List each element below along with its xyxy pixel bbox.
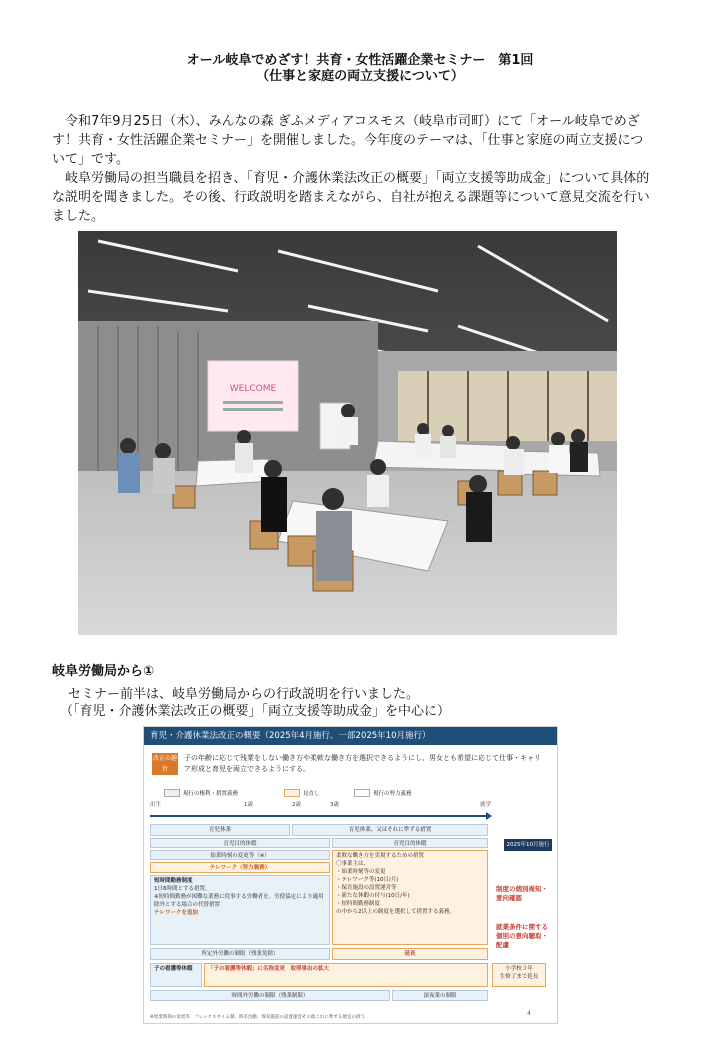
flex-item: ・始業時刻等の変更 — [336, 869, 386, 875]
box-telework: テレワーク（努力義務） — [150, 862, 330, 873]
side-note-hearing: 就業条件に関する個別の意向聴取・配慮 — [496, 923, 548, 949]
box-overtime-limit: 時間外労働の制限（残業制限） — [150, 990, 390, 1001]
flex-item: ・新たな休暇の付与(10日/年) — [336, 893, 410, 899]
legend-swatch — [164, 789, 180, 797]
box-flexible-work — [332, 850, 488, 945]
slide-page-number: 4 — [527, 1010, 531, 1017]
box-childcare-leave-alt: 育児休業、又はそれに準ずる措置 — [292, 824, 488, 836]
intro-line-1: セミナー前半は、岐阜労働局からの行政説明を行いました。 — [68, 687, 420, 702]
seminar-photo — [78, 231, 617, 635]
short-hours-text: 1日6時間とする措置。 — [154, 886, 211, 892]
telework-added: テレワークを追加 — [154, 910, 198, 916]
october-badge: 2025年10月施行 — [504, 839, 552, 851]
legend-label: 現行の権利・措置義務 — [183, 791, 239, 797]
box-childcare-leave: 育児休業 — [150, 824, 290, 836]
flex-item: ・保育施設の設置運営等 — [336, 885, 397, 891]
box-night-work: 深夜業の制限 — [392, 990, 488, 1001]
legend-swatch — [284, 789, 300, 797]
paragraph-2: 岐阜労働局の担当職員を招き、「育児・介護休業法改正の概要」「両立支援等助成金」について具体的な説明を聞きました。その後、行政説明を踏まえながら、自社が抱える課題等について意見交流を行いました。 — [52, 171, 650, 224]
box-child-care-leave-change: 「子の看護等休暇」に名称変更 取得事由の拡大 — [204, 963, 488, 987]
purpose-tag: 改正の趣旨 — [152, 755, 177, 773]
slide-header: 育児・介護休業法改正の概要（2025年4月施行、一部2025年10月施行） — [144, 727, 557, 745]
legend-item-revision — [284, 789, 320, 797]
law-revision-slide — [143, 726, 558, 1024]
slide-footnote: ※始業時刻の変更等：フレックスタイム制、時差出勤、保育施設の設置運営その他これに準ずる便宜の供与 — [150, 1015, 365, 1020]
legend-label: 見直し — [303, 791, 320, 797]
side-note-notification: 制度の個別周知・意向確認 — [496, 885, 548, 902]
purpose-text: 子の年齢に応じて残業をしない働き方や柔軟な働き方を選択できるようにし、男女とも希望に応じて仕事・キャリア形成と育児を両立できるようにする。 — [184, 754, 541, 773]
screen-welcome-text: WELCOME — [229, 384, 277, 394]
legend-item-effort — [354, 789, 412, 797]
document-subtitle: （仕事と家庭の両立支援について） — [256, 69, 464, 84]
box-purpose-leave: 育児目的休暇 — [150, 838, 330, 848]
flex-item: ・短時間勤務制度 — [336, 901, 381, 907]
document-title: オール岐阜でめざす！共育・女性活躍企業セミナー 第1回 — [186, 53, 534, 68]
box-short-hours — [150, 875, 330, 945]
box-purpose-leave-2: 育児目的休暇 — [332, 838, 488, 848]
short-hours-alt: ※短時間勤務が困難な業務に従事する労働者を、労使協定により適用除外とする場合の代替措置 — [154, 894, 324, 908]
timeline-label: 2歳 — [292, 802, 301, 808]
flex-item: 〇事業主は、 — [336, 861, 370, 867]
short-hours-title: 短時間勤務制度 — [154, 878, 193, 884]
intro-line-2: （「育児・介護休業法改正の概要」「両立支援等助成金」を中心に） — [60, 704, 451, 719]
grade3-line-2: 生修了まで延長 — [499, 974, 539, 980]
box-overtime-exemption: 所定外労働の制限（残業免除） — [150, 948, 330, 960]
timeline-label: 出生 — [150, 802, 162, 808]
section-heading: 岐阜労働局から① — [52, 664, 155, 679]
flex-title: 柔軟な働き方を実現するための措置 — [336, 853, 425, 859]
timeline-label: 1歳 — [244, 802, 253, 808]
timeline-label: 3歳 — [330, 802, 339, 808]
section-intro — [60, 686, 700, 720]
flex-note: の中から2以上の制度を選択して措置する義務。 — [336, 909, 456, 915]
timeline-label: 就学 — [480, 802, 492, 808]
box-child-care-leave-title: 子の看護等休暇 — [150, 963, 202, 987]
intro-paragraphs — [52, 112, 652, 226]
legend-label: 現行の努力義務 — [373, 791, 412, 797]
timeline-arrow — [150, 811, 492, 821]
box-start-time: 始業時刻の変更等（※） — [150, 850, 330, 860]
box-extension: 延長 — [332, 948, 488, 960]
paragraph-1: 令和7年9月25日（木）、みんなの森 ぎふメディアコスモス（岐阜市司町）にて「オール岐阜でめざす！共育・女性活躍企業セミナー」を開催しました。今年度のテーマは、「仕事と家庭の両立支援について」です。 — [52, 114, 644, 167]
legend-swatch — [354, 789, 370, 797]
grade3-line-1: 小学校３年 — [505, 966, 533, 972]
flex-item: ・テレワーク等(10日/月) — [336, 877, 399, 883]
box-grade3-extension — [492, 963, 546, 987]
legend-item-current — [164, 789, 238, 797]
